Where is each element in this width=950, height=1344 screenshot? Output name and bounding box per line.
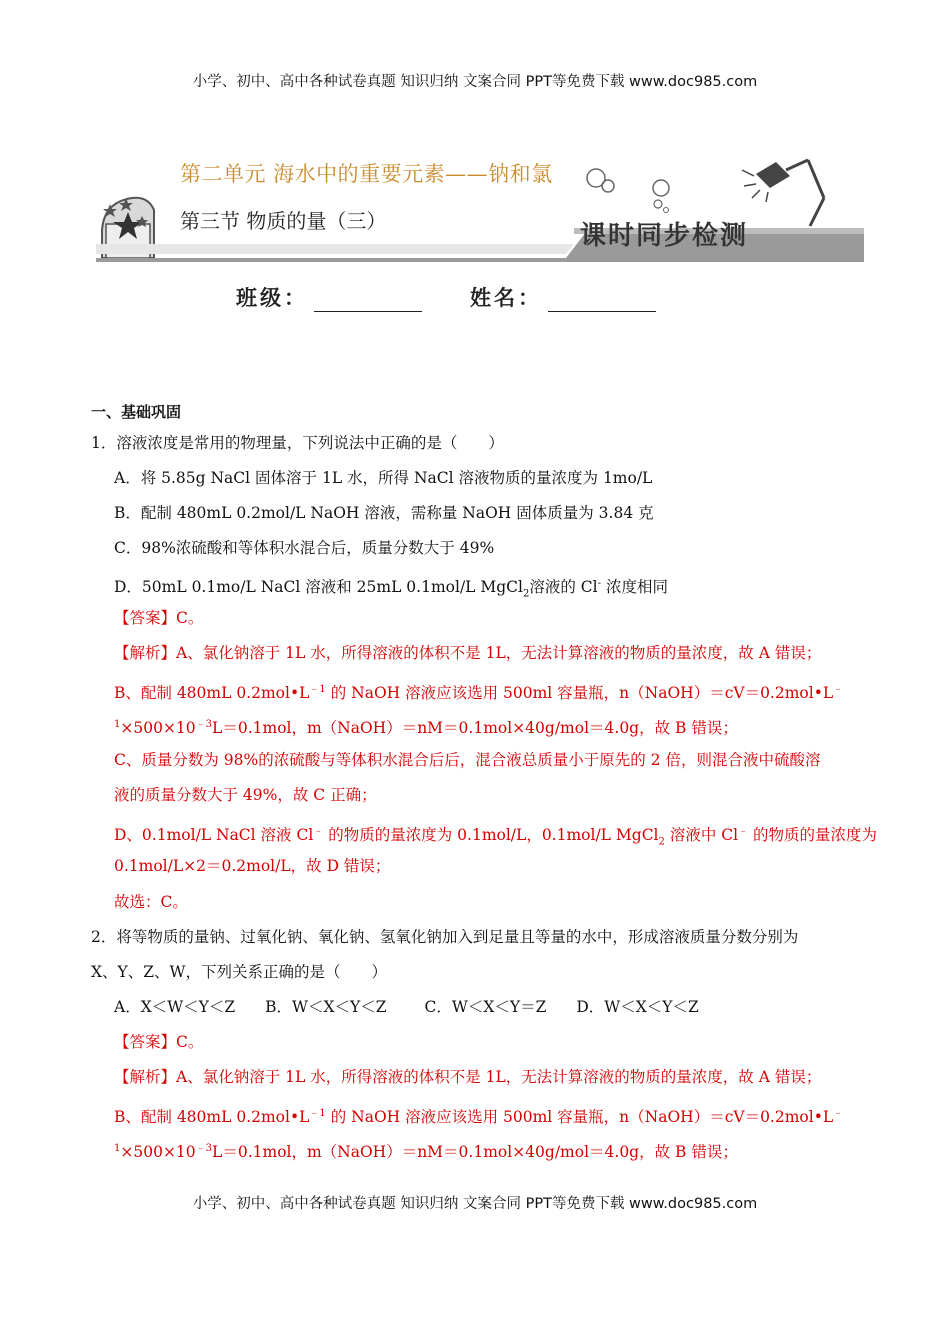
q1-option-a: A．将 5.85g NaCl 固体溶于 1L 水，所得 NaCl 溶液物质的量浓度为 1mo/L [114, 469, 653, 487]
q1-exp-d1: D、0.1mol/L NaCl 溶液 Cl﹣ 的物质的量浓度为 0.1mol/L，0.1mol/L MgCl$_2$ 溶液中 Cl﹣ 的物质的量浓度为 [114, 825, 877, 847]
q1-stem: 1．溶液浓度是常用的物理量，下列说法中正确的是（ ） [91, 434, 504, 452]
section-title: 第三节 物质的量（三） [180, 209, 387, 233]
page-footer: 小学、初中、高中各种试卷真题 知识归纳 文案合同 PPT等免费下载 www.doc985.com [192, 1196, 758, 1212]
name-label: 姓名： [470, 286, 542, 310]
q1-exp-b2: $^1\times 500\times 10^{﹣3}L=0.1mol$，m（NaOH）＝nM＝0.1mol×40g/mol＝4.0g，故 B 错误； [114, 719, 738, 738]
content [91, 398, 877, 1167]
q2-option-d: D．W＜X＜Y＜Z [576, 998, 699, 1016]
q2-option-c: C．W＜X＜Y＝Z [424, 998, 547, 1016]
name-field [470, 282, 656, 312]
q2-option-a: A．X＜W＜Y＜Z [114, 998, 236, 1016]
name-input-line[interactable] [548, 289, 656, 312]
q1-exp-d2: 0.1mol/L×2＝0.2mol/L，故 D 错误； [114, 857, 391, 875]
q1-option-d: D．50mL 0.1mo/L NaCl 溶液和 25mL 0.1mol/L MgCl$_2$溶液的 Cl- 浓度相同 [114, 578, 668, 600]
q2-stem-1: 2．将等物质的量钠、过氧化钠、氧化钠、氢氧化钠加入到足量且等量的水中，形成溶液质量分数分别为 [91, 928, 799, 946]
class-input-line[interactable] [314, 289, 422, 312]
stamp-text: 课时同步检测 [580, 221, 749, 251]
q2-exp-b2: $^1\times 500\times 10^{﹣3}L=0.1mol$，m（NaOH）＝nM＝0.1mol×40g/mol＝4.0g，故 B 错误； [114, 1143, 738, 1162]
class-field [236, 282, 422, 312]
q1-option-c: C．98%浓硫酸和等体积水混合后，质量分数大于 49% [114, 539, 495, 557]
q2-option-b: B．W＜X＜Y＜Z [265, 998, 387, 1016]
q1-choose: 故选：C。 [114, 892, 188, 911]
q2-exp-b1: B、配制 480mL $0.2mol•L^{﹣1}$ 的 NaOH 溶液应该选用 500ml 容量瓶，n（NaOH）＝cV＝0.2mol•L﹣ [114, 1107, 844, 1126]
q1-answer: 【答案】C。 [114, 609, 204, 627]
q2-options [91, 990, 871, 1025]
page-header: 小学、初中、高中各种试卷真题 知识归纳 文案合同 PPT等免费下载 www.doc985.com [192, 74, 758, 90]
q1-option-b: B．配制 480mL 0.2mol/L NaOH 溶液，需称量 NaOH 固体质量为 3.84 克 [114, 504, 654, 522]
q2-exp-a: 【解析】A、氯化钠溶于 1L 水，所得溶液的体积不是 1L，无法计算溶液的物质的量浓度，故 A 错误； [114, 1068, 822, 1086]
q1-exp-c1: C、质量分数为 98%的浓硫酸与等体积水混合后后，混合液总质量小于原先的 2 倍，则混合液中硫酸溶 [114, 750, 821, 769]
q1-exp-b1: B、配制 480mL $0.2mol•L^{﹣1}$ 的 NaOH 溶液应该选用 500ml 容量瓶，n（NaOH）＝cV＝0.2mol•L﹣ [114, 683, 844, 702]
q1-exp-a: 【解析】A、氯化钠溶于 1L 水，所得溶液的体积不是 1L，无法计算溶液的物质的量浓度，故 A 错误； [114, 644, 822, 662]
q1-exp-c2: 液的质量分数大于 49%，故 C 正确； [114, 786, 377, 804]
section-heading: 一、基础巩固 [91, 403, 182, 421]
unit-title: 第二单元 海水中的重要元素——钠和氯 [180, 162, 553, 186]
q2-stem-2: X、Y、Z、W，下列关系正确的是（ ） [91, 963, 387, 981]
class-label: 班级： [236, 286, 308, 310]
q2-answer: 【答案】C。 [114, 1033, 204, 1051]
lamp-icon [742, 160, 824, 226]
